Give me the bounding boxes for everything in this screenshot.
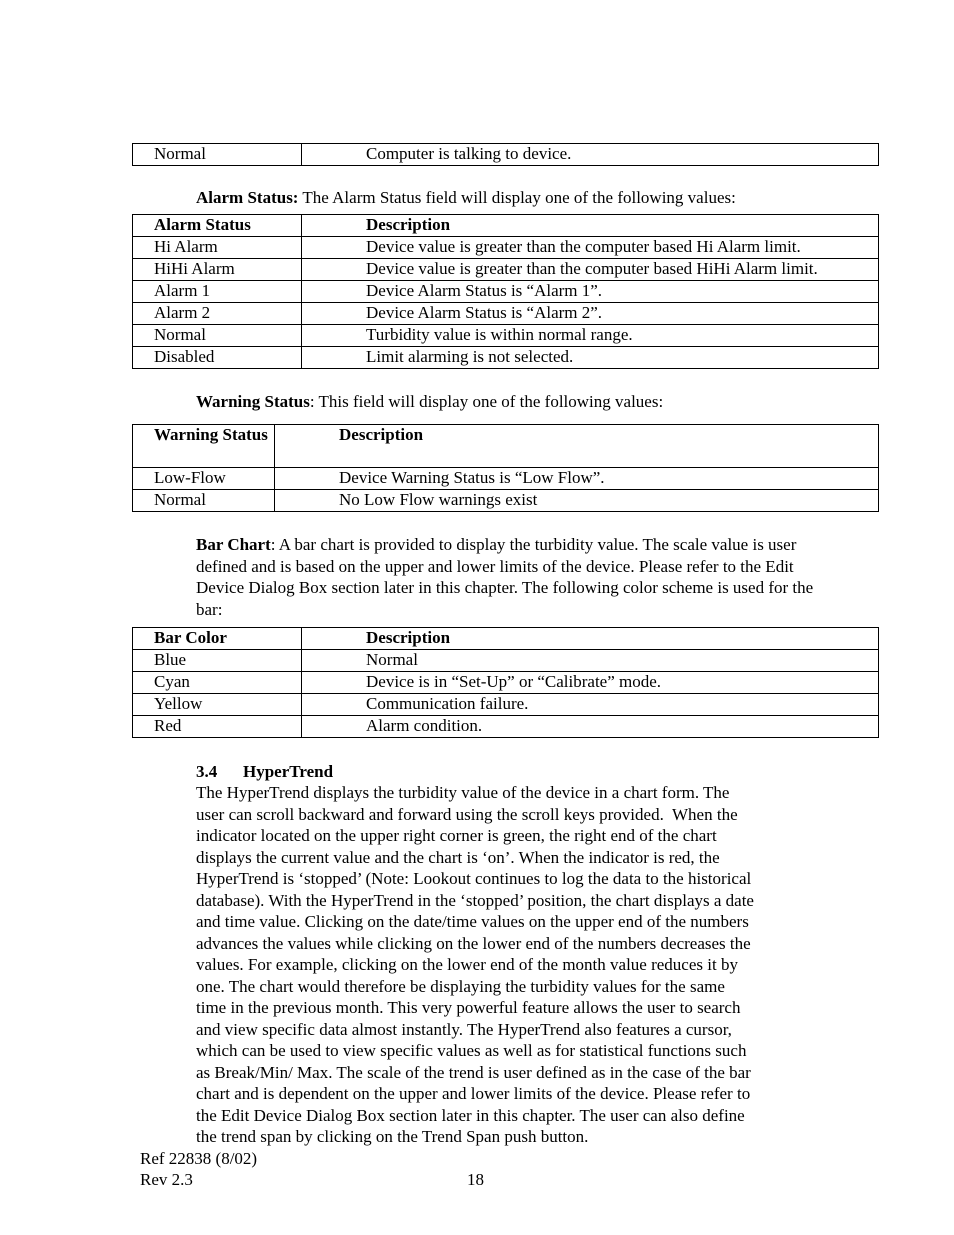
section-body-line: time in the previous month. This very powerful feature allows the user to search: [196, 998, 741, 1017]
section-body-line: displays the current value and the chart is ‘on’. When the indicator is red, the: [196, 847, 720, 867]
table-row: [133, 468, 879, 490]
table-row: [133, 259, 879, 281]
table-cell-description: Device Warning Status is “Low Flow”.: [275, 468, 879, 490]
table-row: [133, 325, 879, 347]
alarm-status-intro: [196, 187, 836, 209]
table-cell-description: Device is in “Set-Up” or “Calibrate” mode.: [302, 672, 879, 694]
table-cell-description: Description: [302, 215, 879, 237]
section-body-line: which can be used to view specific values as well as for statistical functions such: [196, 1041, 747, 1060]
table-cell-key: Bar Color: [133, 628, 302, 650]
section-title: HyperTrend: [243, 762, 334, 781]
table-cell-key: Normal: [133, 144, 302, 166]
footer-rev: Rev 2.3: [140, 1170, 193, 1189]
section-body-line: indicator located on the upper right corner is green, the right end of the chart: [196, 826, 717, 845]
table-cell-key: Normal: [133, 490, 275, 512]
section-body-line: chart and is dependent on the upper and lower limits of the device. Please refer to: [196, 1084, 751, 1103]
table-cell-description: Device value is greater than the computer based Hi Alarm limit.: [302, 237, 879, 259]
section-body-line: the trend span by clicking on the Trend Span push button.: [196, 1127, 589, 1146]
bar-chart-text: : A bar chart is provided to display the turbidity value. The scale value is user defined and is based on the upper and lower limits of the device. Please refer to the Edit Device Dialog Box section later in this chapter. The following color scheme is used for the bar:: [196, 535, 814, 619]
table-cell-description: Device Alarm Status is “Alarm 1”.: [302, 281, 879, 303]
section-body-line: HyperTrend is ‘stopped’ (Note: Lookout continues to log the data to the historical: [196, 869, 752, 888]
bar-chart-label: Bar Chart: [196, 535, 271, 554]
table-cell-description: Device value is greater than the computer based HiHi Alarm limit.: [302, 259, 879, 281]
bar-chart-intro: [196, 534, 816, 620]
table-row: [133, 694, 879, 716]
table-cell-description: Communication failure.: [302, 694, 879, 716]
table-row: [133, 144, 879, 166]
section-body-line: database). With the HyperTrend in the ‘stopped’ position, the chart displays a date: [196, 890, 754, 910]
alarm-status-label: Alarm Status:: [196, 188, 299, 207]
table-row: [133, 672, 879, 694]
table-cell-description: No Low Flow warnings exist: [275, 490, 879, 512]
table-cell-key: Yellow: [133, 694, 302, 716]
table-cell-description: Description: [302, 628, 879, 650]
warning-status-label: Warning Status: [196, 392, 310, 411]
table-cell-description: Computer is talking to device.: [302, 144, 879, 166]
section-number: 3.4: [196, 762, 218, 781]
bar-color-table: [132, 627, 879, 738]
section-body-line: and view specific data almost instantly. The HyperTrend also features a cursor,: [196, 1019, 732, 1039]
table-cell-description: Description: [275, 425, 879, 468]
table-row: [133, 237, 879, 259]
table-cell-key: Alarm Status: [133, 215, 302, 237]
section-body-line: values. For example, clicking on the lower end of the month value reduces it by: [196, 955, 738, 974]
warning-status-text: : This field will display one of the following values:: [309, 392, 664, 411]
table-row: [133, 303, 879, 325]
table-row: [133, 347, 879, 369]
table-row: [133, 716, 879, 738]
section-body-line: and time value. Clicking on the date/time values on the upper end of the numbers: [196, 912, 749, 931]
section-body-line: user can scroll backward and forward using the scroll keys provided. When the: [196, 804, 738, 824]
table-cell-key: Disabled: [133, 347, 302, 369]
table-cell-key: Hi Alarm: [133, 237, 302, 259]
alarm-status-text: The Alarm Status field will display one of the following values:: [298, 188, 736, 207]
table-cell-key: Alarm 2: [133, 303, 302, 325]
table-row: [133, 650, 879, 672]
table-cell-description: Turbidity value is within normal range.: [302, 325, 879, 347]
section-body-line: as Break/Min/ Max. The scale of the trend is user defined as in the case of the bar: [196, 1062, 751, 1082]
table-cell-key: Low-Flow: [133, 468, 275, 490]
table-cell-key: Cyan: [133, 672, 302, 694]
table-cell-key: Warning Status: [133, 425, 275, 468]
section-body-line: the Edit Device Dialog Box section later in this chapter. The user can also define: [196, 1105, 745, 1125]
section-body-line: advances the values while clicking on the lower end of the numbers decreases the: [196, 933, 751, 953]
table-row: [133, 490, 879, 512]
table-cell-description: Alarm condition.: [302, 716, 879, 738]
table-cell-key: Normal: [133, 325, 302, 347]
section-body: [196, 782, 856, 1148]
alarm-status-table: [132, 214, 879, 369]
warning-status-intro: [196, 391, 836, 413]
warning-status-table: [132, 424, 879, 512]
table-header-row: [133, 425, 879, 468]
footer-ref: Ref 22838 (8/02): [140, 1149, 258, 1168]
table-row: [133, 281, 879, 303]
top-status-table: [132, 143, 879, 166]
section-body-line: one. The chart would therefore be displaying the turbidity values for the same: [196, 976, 725, 996]
table-header-row: [133, 215, 879, 237]
page-number: 18: [467, 1170, 484, 1189]
table-header-row: [133, 628, 879, 650]
section-body-line: The HyperTrend displays the turbidity value of the device in a chart form. The: [196, 783, 730, 802]
section-heading: [196, 761, 333, 783]
table-cell-description: Device Alarm Status is “Alarm 2”.: [302, 303, 879, 325]
table-cell-description: Limit alarming is not selected.: [302, 347, 879, 369]
table-cell-key: Alarm 1: [133, 281, 302, 303]
table-cell-description: Normal: [302, 650, 879, 672]
table-cell-key: Blue: [133, 650, 302, 672]
table-cell-key: Red: [133, 716, 302, 738]
table-cell-key: HiHi Alarm: [133, 259, 302, 281]
